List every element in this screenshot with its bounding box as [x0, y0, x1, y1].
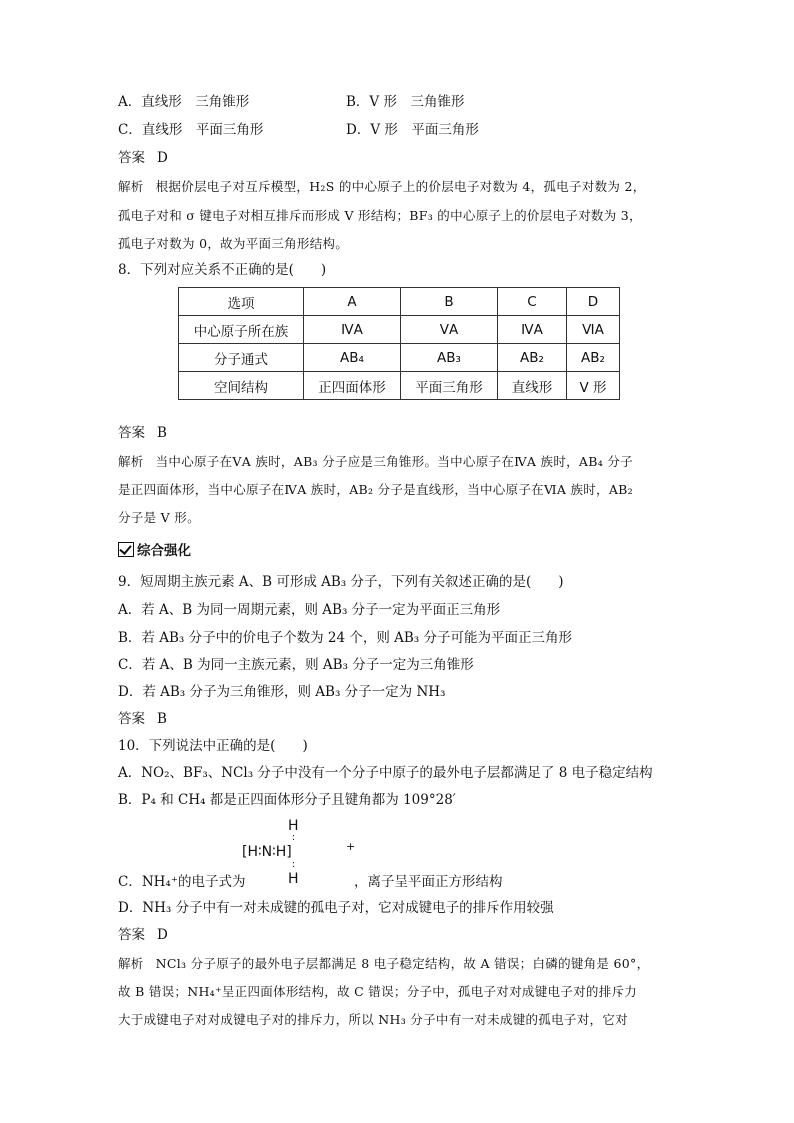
explanation-label: 解析	[118, 454, 144, 469]
electron-dots-bottom: ∶	[292, 860, 295, 871]
table-cell: 空间结构	[179, 372, 304, 400]
q10-option-a: A．NO₂、BF₃、NCl₃ 分子中没有一个分子中原子的最外电子层都满足了 8 电子稳定结构	[118, 765, 653, 781]
table-cell: 选项	[179, 288, 304, 316]
q10-explanation-line-2: 故 B 错误；NH₄⁺呈正四面体形结构，故 C 错误；分子中，孤电子对对成键电子对的排斥力	[118, 984, 638, 999]
q9-stem: 9．短周期主族元素 A、B 可形成 AB₃ 分子，下列有关叙述正确的是( )	[118, 574, 564, 590]
table-cell: 直线形	[498, 372, 567, 400]
answer-label: 答案	[118, 927, 145, 943]
explanation-text: 根据价层电子对互斥模型，H₂S 的中心原子上的价层电子对数为 4，孤电子对数为 2，	[155, 179, 646, 194]
answer-label: 答案	[118, 711, 145, 727]
table-cell: B	[401, 288, 498, 316]
explanation-label: 解析	[118, 956, 144, 971]
answer-value: B	[157, 425, 167, 441]
table-row	[179, 372, 620, 400]
answer-value: D	[157, 150, 168, 166]
q10-option-c-suffix: ，离子呈平面正方形结构	[354, 874, 503, 890]
electron-dots-top: ∶	[292, 833, 295, 844]
q7-answer	[118, 148, 168, 168]
q8-explanation-line-2: 是正四面体形，当中心原子在ⅣA 族时，AB₂ 分子是直线形，当中心原子在ⅥA 族时，AB₂	[118, 482, 633, 497]
table-cell: ⅣA	[304, 316, 401, 344]
explanation-text: NCl₃ 分子原子的最外电子层都满足 8 电子稳定结构，故 A 错误；白磷的键角是 60°，	[155, 956, 650, 971]
table-cell: ⅥA	[567, 316, 620, 344]
table-cell: C	[498, 288, 567, 316]
q10-explanation-line-3: 大于成键电子对对成键电子对的排斥力，所以 NH₃ 分子中有一对未成键的孤电子对，它对	[118, 1012, 628, 1027]
q7-option-c: C．直线形 平面三角形	[118, 122, 264, 138]
q8-stem: 8．下列对应关系不正确的是( )	[118, 262, 327, 278]
table-row	[179, 316, 620, 344]
q10-stem: 10．下列说法中正确的是( )	[118, 738, 308, 754]
checkbox-icon	[118, 542, 134, 557]
table-cell: 平面三角形	[401, 372, 498, 400]
q9-option-a: A．若 A、B 为同一周期元素，则 AB₃ 分子一定为平面正三角形	[118, 602, 501, 618]
answer-value: B	[157, 711, 167, 727]
q8-explanation-line-1	[118, 452, 633, 472]
q10-option-c-prefix: C．NH₄⁺的电子式为	[118, 874, 246, 890]
q9-answer	[118, 709, 167, 729]
answer-label: 答案	[118, 150, 145, 166]
formula-top-h: H	[288, 818, 299, 834]
table-cell: V 形	[567, 372, 620, 400]
q7-option-d: D．V 形 平面三角形	[346, 122, 479, 138]
explanation-label: 解析	[118, 179, 144, 194]
table-cell: ⅤA	[401, 316, 498, 344]
answer-value: D	[157, 927, 168, 943]
table-cell: 分子通式	[179, 344, 304, 372]
q10-option-d: D．NH₃ 分子中有一对未成键的孤电子对，它对成键电子的排斥作用较强	[118, 900, 554, 916]
answer-label: 答案	[118, 425, 145, 441]
table-cell: A	[304, 288, 401, 316]
table-row	[179, 344, 620, 372]
table-cell: AB₄	[304, 344, 401, 372]
table-cell: 正四面体形	[304, 372, 401, 400]
q10-explanation-line-1	[118, 954, 649, 974]
q10-option-b: B．P₄ 和 CH₄ 都是正四面体形分子且键角都为 109°28′	[118, 792, 456, 808]
q8-answer	[118, 423, 167, 443]
q8-table	[178, 287, 620, 400]
table-cell: D	[567, 288, 620, 316]
table-cell: ⅣA	[498, 316, 567, 344]
q7-explanation-line-1	[118, 177, 646, 197]
section-heading	[118, 541, 191, 561]
formula-middle: [H∶N∶H]	[242, 844, 292, 860]
explanation-text: 当中心原子在ⅤA 族时，AB₃ 分子应是三角锥形。当中心原子在ⅣA 族时，AB₄ 分子	[155, 454, 633, 469]
q9-option-b: B．若 AB₃ 分子中的价电子个数为 24 个，则 AB₃ 分子可能为平面正三角形	[118, 630, 573, 646]
q7-option-b: B．V 形 三角锥形	[346, 94, 465, 110]
q7-explanation-line-3: 孤电子对数为 0，故为平面三角形结构。	[118, 236, 349, 251]
table-cell: AB₂	[567, 344, 620, 372]
formula-bottom-h: H	[288, 871, 299, 887]
q10-answer	[118, 925, 168, 945]
table-row	[179, 288, 620, 316]
section-title: 综合强化	[137, 543, 191, 559]
formula-charge: +	[346, 840, 356, 853]
q9-option-d: D．若 AB₃ 分子为三角锥形，则 AB₃ 分子一定为 NH₃	[118, 684, 446, 700]
q7-explanation-line-2: 孤电子对和 σ 键电子对相互排斥而形成 V 形结构；BF₃ 的中心原子上的价层电子对数为 3，	[118, 208, 642, 223]
q8-explanation-line-3: 分子是 V 形。	[118, 510, 200, 525]
q7-option-a: A．直线形 三角锥形	[118, 94, 250, 110]
q9-option-c: C．若 A、B 为同一主族元素，则 AB₃ 分子一定为三角锥形	[118, 657, 474, 673]
table-cell: 中心原子所在族	[179, 316, 304, 344]
table-cell: AB₂	[498, 344, 567, 372]
table-cell: AB₃	[401, 344, 498, 372]
